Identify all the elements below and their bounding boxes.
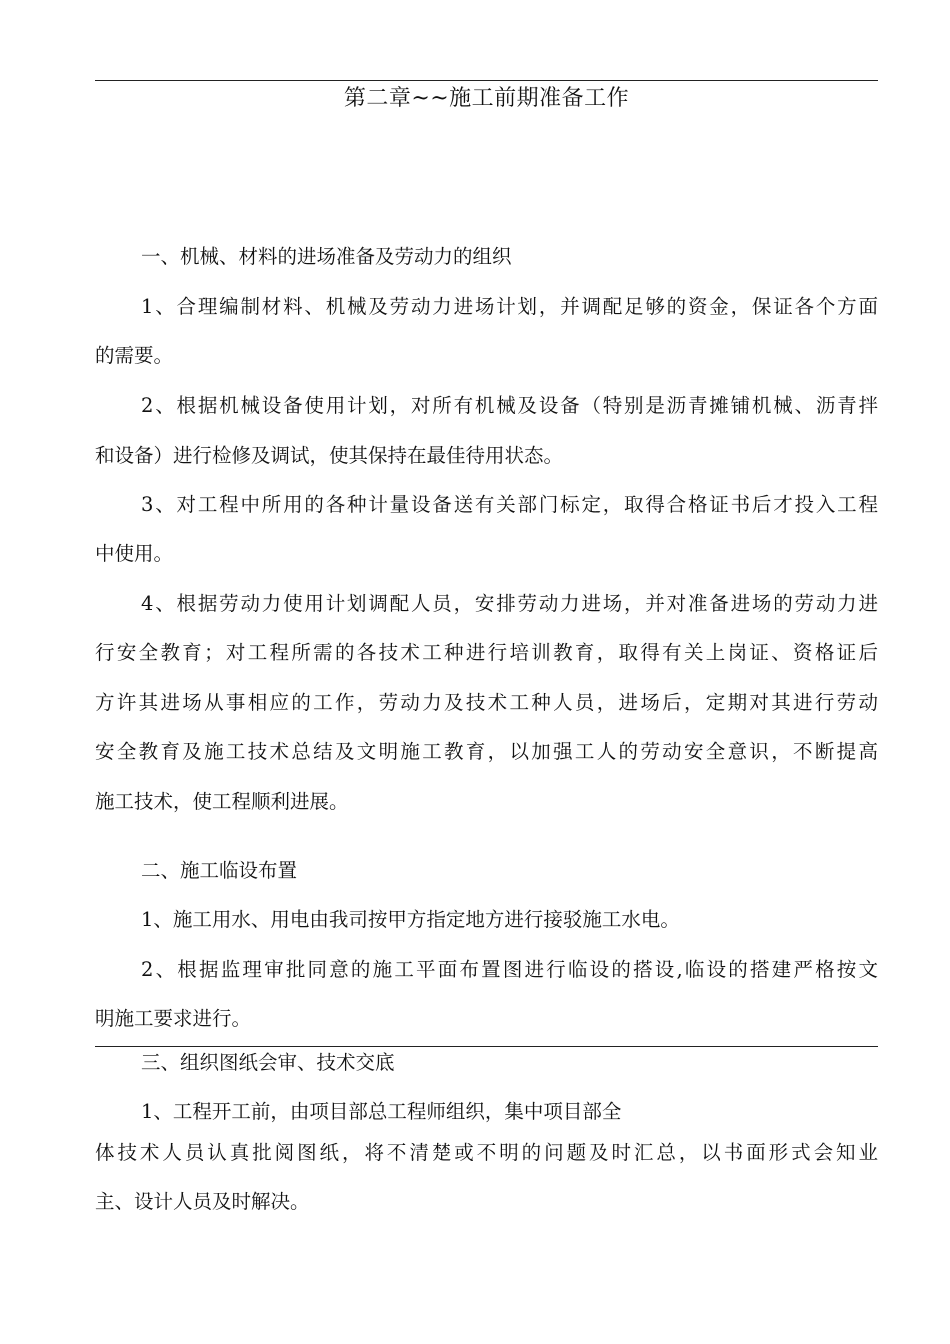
paragraph-line: 2、根据机械设备使用计划，对所有机械及设备（特别是沥青摊铺机械、沥青拌 <box>141 394 878 417</box>
paragraph-line: 4、根据劳动力使用计划调配人员，安排劳动力进场，并对准备进场的劳动力进 <box>141 592 878 615</box>
paragraph-line: 主、设计人员及时解决。 <box>95 1190 310 1213</box>
middle-rule <box>95 1046 878 1047</box>
paragraph-line: 1、施工用水、用电由我司按甲方指定地方进行接驳施工水电。 <box>141 908 680 931</box>
paragraph-line: 明施工要求进行。 <box>95 1007 252 1030</box>
paragraph-line: 安全教育及施工技术总结及文明施工教育，以加强工人的劳动安全意识，不断提高 <box>95 740 878 763</box>
section-heading-1: 一、机械、材料的进场准备及劳动力的组织 <box>141 245 512 268</box>
paragraph-line: 2、根据监理审批同意的施工平面布置图进行临设的搭设,临设的搭建严格按文 <box>141 958 878 981</box>
paragraph-line: 体技术人员认真批阅图纸，将不清楚或不明的问题及时汇总，以书面形式会知业 <box>95 1141 878 1164</box>
top-rule <box>95 80 878 81</box>
paragraph-line: 施工技术，使工程顺利进展。 <box>95 790 349 813</box>
paragraph-line: 中使用。 <box>95 542 174 565</box>
section-heading-3: 三、组织图纸会审、技术交底 <box>141 1051 395 1074</box>
chapter-title: 第二章~~施工前期准备工作 <box>343 86 630 111</box>
paragraph-line: 方许其进场从事相应的工作，劳动力及技术工种人员，进场后，定期对其进行劳动 <box>95 691 878 714</box>
paragraph-line: 行安全教育；对工程所需的各技术工种进行培训教育，取得有关上岗证、资格证后 <box>95 641 878 664</box>
paragraph-line: 和设备）进行检修及调试，使其保持在最佳待用状态。 <box>95 444 564 467</box>
paragraph-line: 1、合理编制材料、机械及劳动力进场计划，并调配足够的资金，保证各个方面 <box>141 295 878 318</box>
paragraph-line: 1、工程开工前，由项目部总工程师组织，集中项目部全 <box>141 1100 622 1123</box>
paragraph-line: 3、对工程中所用的各种计量设备送有关部门标定，取得合格证书后才投入工程 <box>141 493 878 516</box>
section-heading-2: 二、施工临设布置 <box>141 859 298 882</box>
paragraph-line: 的需要。 <box>95 344 174 367</box>
